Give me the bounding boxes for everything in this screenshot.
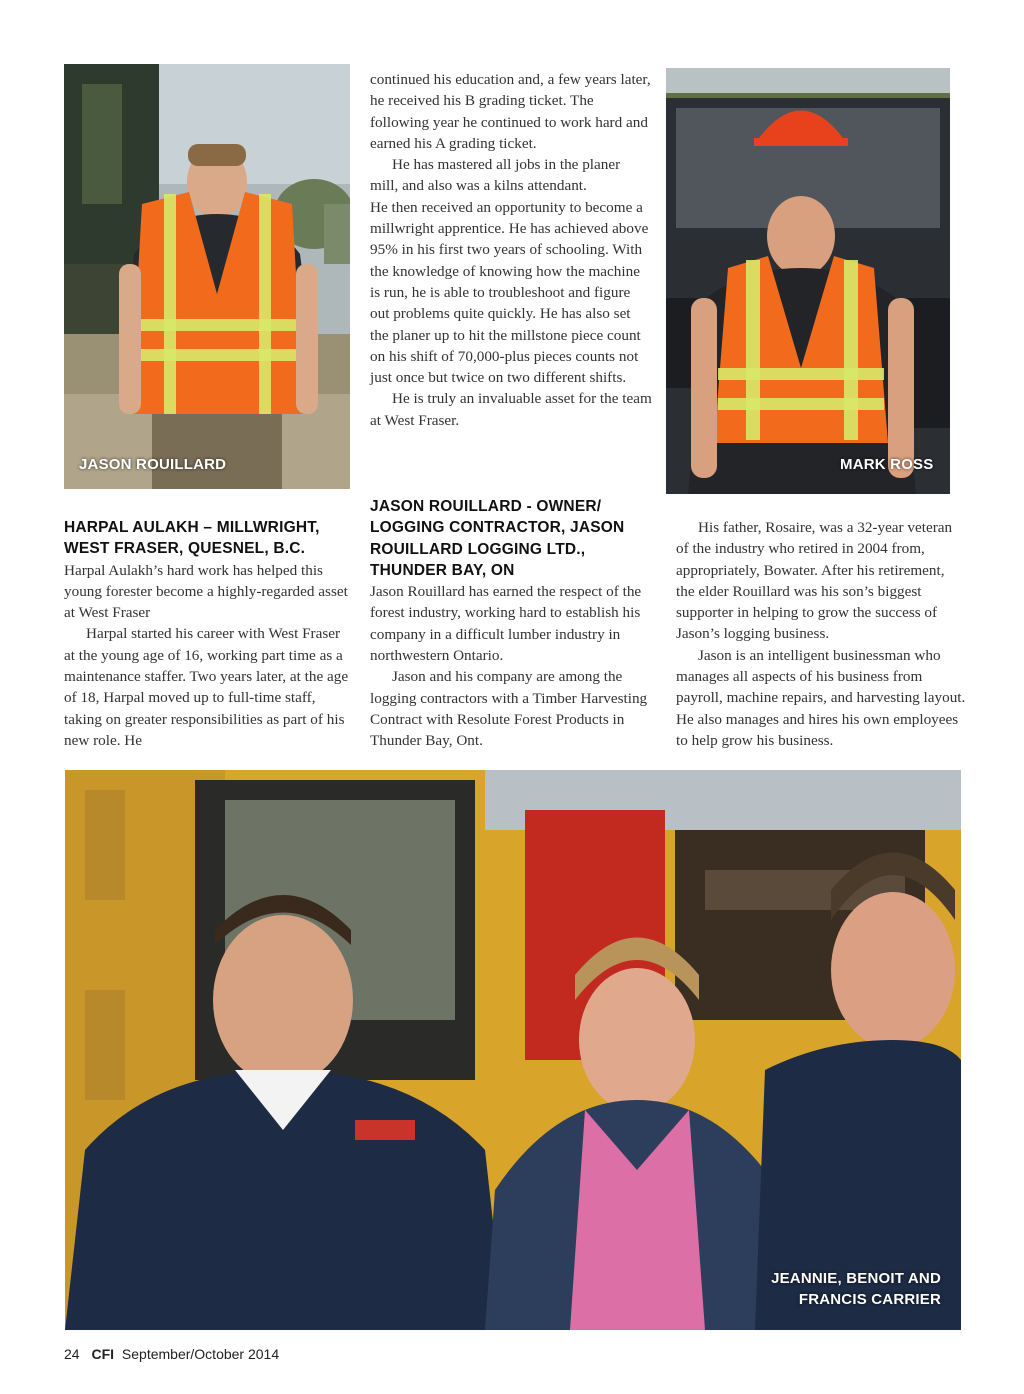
paragraph: Jason Rouillard has earned the respect of the forest industry, working hard to establish his company in a difficult lumber industry in northwestern Ontario. xyxy=(370,583,642,665)
paragraph: He then received an opportunity to become a millwright apprentice. He has achieved above 95% in his first two years of schooling. With the knowledge of knowing how the machine is run, he is able to troubleshoot and figure out problems quite quickly. He has also set the planer up to hit the millstone piece count on his shift of 70,000-plus pieces counts not just once but twice on two different shifts. xyxy=(370,198,649,387)
page-footer xyxy=(64,1346,279,1362)
article-column-left xyxy=(64,517,352,751)
caption-carrier-family xyxy=(771,1268,941,1310)
caption-mark-ross: MARK ROSS xyxy=(840,456,934,473)
paragraph: Jason and his company are among the logging contractors with a Timber Harvesting Contract with Resolute Forest Products in Thunder Bay, Ont. xyxy=(370,668,648,750)
photo-jason-rouillard-image xyxy=(64,64,350,489)
caption-line: JEANNIE, BENOIT AND xyxy=(771,1270,941,1287)
paragraph: Harpal Aulakh’s hard work has helped this young forester become a highly-regarded asset at West Fraser xyxy=(64,561,348,622)
section-heading-jason-rouillard: JASON ROUILLARD - OWNER/ LOGGING CONTRACTOR, JASON ROUILLARD LOGGING LTD., THUNDER BAY, ON xyxy=(370,498,625,579)
article-column-right xyxy=(676,517,966,751)
issue-date: September/October 2014 xyxy=(121,1346,280,1362)
paragraph: He has mastered all jobs in the planer mill, and also was a kilns attendant. xyxy=(370,156,621,195)
photo-carrier-family xyxy=(65,770,961,1330)
photo-mark-ross-image xyxy=(666,68,950,494)
photo-mark-ross xyxy=(666,68,950,494)
section-heading-harpal-aulakh: HARPAL AULAKH – MILLWRIGHT, WEST FRASER, QUESNEL, B.C. xyxy=(64,519,320,558)
article-column-middle-top xyxy=(370,69,652,431)
paragraph: He is truly an invaluable asset for the team at West Fraser. xyxy=(370,390,652,429)
photo-jason-rouillard xyxy=(64,64,350,489)
caption-line: FRANCIS CARRIER xyxy=(798,1291,941,1308)
photo-carrier-family-image xyxy=(65,770,961,1330)
page-number: 24 xyxy=(64,1346,80,1362)
paragraph: Jason is an intelligent businessman who manages all aspects of his business from payroll, machine repairs, and harvesting layout. He also manages and hires his own employees to help grow his business. xyxy=(676,646,966,749)
paragraph: Harpal started his career with West Fraser at the young age of 16, working part time as a maintenance staffer. Two years later, at the age of 18, Harpal moved up to full-time staff, taking on greater responsibilities as part of his new role. He xyxy=(64,625,349,749)
magazine-brand: CFI xyxy=(91,1346,115,1362)
caption-jason-rouillard: JASON ROUILLARD xyxy=(79,456,227,473)
paragraph: His father, Rosaire, was a 32-year veteran of the industry who retired in 2004 from, appropriately, Bowater. After his retirement, the elder Rouillard was his son’s biggest supporter in helping to grow the success of Jason’s logging business. xyxy=(676,519,953,643)
article-column-middle xyxy=(370,496,658,752)
paragraph: continued his education and, a few years later, he received his B grading ticket. The following year he continued to work hard and earned his A grading ticket. xyxy=(370,71,651,152)
